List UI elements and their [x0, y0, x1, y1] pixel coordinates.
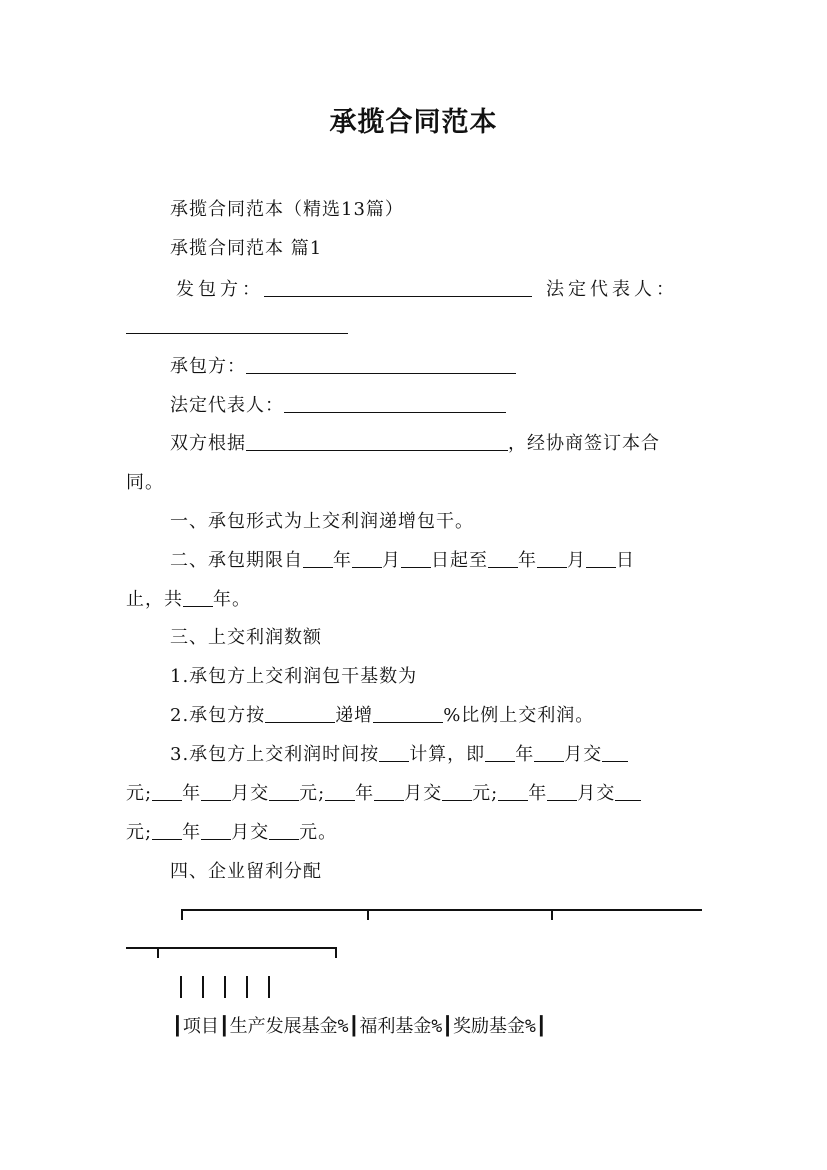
item-3-3-b: 计算，即 — [409, 744, 486, 765]
document-subtitle: 承揽合同范本（精选13篇） — [170, 199, 404, 220]
yuan-label: 元; — [126, 822, 153, 843]
table-divider — [202, 976, 204, 998]
table-corner — [335, 947, 337, 958]
item-3-2-line — [170, 704, 594, 728]
blank[interactable] — [373, 721, 443, 723]
section-heading: 承揽合同范本 篇1 — [170, 238, 323, 259]
item-3-2-c: %比例上交利润。 — [443, 705, 595, 726]
yuan-end-label: 元。 — [299, 822, 338, 843]
blank[interactable] — [152, 799, 182, 801]
blank[interactable] — [498, 799, 528, 801]
table-divider — [180, 976, 182, 998]
basis-blank[interactable] — [246, 449, 508, 451]
blank[interactable] — [442, 799, 472, 801]
clause-2-prefix: 二、承包期限自 — [170, 550, 303, 571]
blank[interactable] — [374, 799, 404, 801]
blank[interactable] — [201, 838, 231, 840]
document-title: 承揽合同范本 — [329, 107, 498, 138]
month-pay-label: 月交 — [404, 783, 443, 804]
party-a-blank[interactable] — [264, 295, 532, 297]
item-3-2-b: 递增 — [335, 705, 374, 726]
table-tee — [367, 909, 369, 920]
item-3-3-a: 3.承包方上交利润时间按 — [170, 744, 380, 765]
blank[interactable] — [303, 566, 333, 568]
basis-suffix: ，经协商签订本合 — [508, 433, 660, 454]
blank[interactable] — [485, 760, 515, 762]
year-label: 年 — [182, 822, 202, 843]
month-pay-label: 月交 — [231, 783, 270, 804]
table-tee — [157, 947, 159, 958]
blank[interactable] — [352, 566, 382, 568]
blank[interactable] — [152, 838, 182, 840]
party-b-blank[interactable] — [246, 372, 516, 374]
item-3-3-line — [170, 743, 628, 767]
legal-rep-label-1: 法定代表人： — [546, 279, 678, 300]
clause-3: 三、上交利润数额 — [170, 627, 322, 648]
yuan-label: 元; — [472, 783, 499, 804]
year-label: 年 — [355, 783, 375, 804]
basis-line — [170, 432, 660, 456]
blank[interactable] — [537, 566, 567, 568]
blank[interactable] — [269, 838, 299, 840]
party-a-label: 发包方： — [176, 279, 264, 300]
clause-4: 四、企业留利分配 — [170, 861, 322, 882]
table-corner — [181, 909, 183, 920]
clause-2-end-b: 年。 — [213, 589, 251, 610]
clause-1: 一、承包形式为上交利润递增包干。 — [170, 511, 474, 532]
clause-2-mid: 日起至 — [431, 550, 488, 571]
month-pay-label: 月交 — [564, 744, 603, 765]
party-b-label: 承包方： — [170, 356, 246, 377]
blank[interactable] — [488, 566, 518, 568]
table-divider — [246, 976, 248, 998]
item-3-3-end — [126, 821, 337, 845]
blank[interactable] — [183, 605, 213, 607]
yuan-label: 元; — [299, 783, 326, 804]
blank[interactable] — [547, 799, 577, 801]
year-label: 年 — [515, 744, 535, 765]
table-tee — [551, 909, 553, 920]
yuan-label: 元; — [126, 783, 153, 804]
blank[interactable] — [201, 799, 231, 801]
blank[interactable] — [325, 799, 355, 801]
blank[interactable] — [265, 721, 335, 723]
clause-2-line — [170, 549, 635, 573]
day-label: 日 — [616, 550, 635, 571]
legal-rep-1-blank[interactable] — [126, 333, 348, 334]
blank[interactable] — [534, 760, 564, 762]
blank[interactable] — [379, 760, 409, 762]
item-3-2-a: 2.承包方按 — [170, 705, 266, 726]
month-pay-label: 月交 — [231, 822, 270, 843]
table-divider — [224, 976, 226, 998]
month-pay-label: 月交 — [577, 783, 616, 804]
blank[interactable] — [401, 566, 431, 568]
basis-end: 同。 — [126, 472, 164, 493]
year-label: 年 — [528, 783, 548, 804]
month-label: 月 — [382, 550, 401, 571]
table-divider — [268, 976, 270, 998]
year-label: 年 — [518, 550, 537, 571]
blank[interactable] — [586, 566, 616, 568]
basis-prefix: 双方根据 — [170, 433, 246, 454]
legal-rep-label-2: 法定代表人： — [170, 395, 284, 416]
table-header-row: ┃项目┃生产发展基金%┃福利基金%┃奖励基金%┃ — [172, 1016, 547, 1037]
month-label: 月 — [567, 550, 586, 571]
year-label: 年 — [333, 550, 352, 571]
table-top-border — [182, 909, 702, 911]
blank[interactable] — [602, 760, 628, 762]
clause-2-end-a: 止，共 — [126, 589, 183, 610]
clause-2-end — [126, 588, 251, 612]
year-label: 年 — [182, 783, 202, 804]
blank[interactable] — [269, 799, 299, 801]
item-3-1: 1.承包方上交利润包干基数为 — [170, 666, 418, 687]
item-3-3-cont — [126, 782, 641, 806]
legal-rep-2-blank[interactable] — [284, 411, 506, 413]
party-b-line — [170, 355, 516, 379]
party-a-line — [176, 278, 678, 302]
blank[interactable] — [615, 799, 641, 801]
legal-rep-2-line — [170, 394, 506, 418]
